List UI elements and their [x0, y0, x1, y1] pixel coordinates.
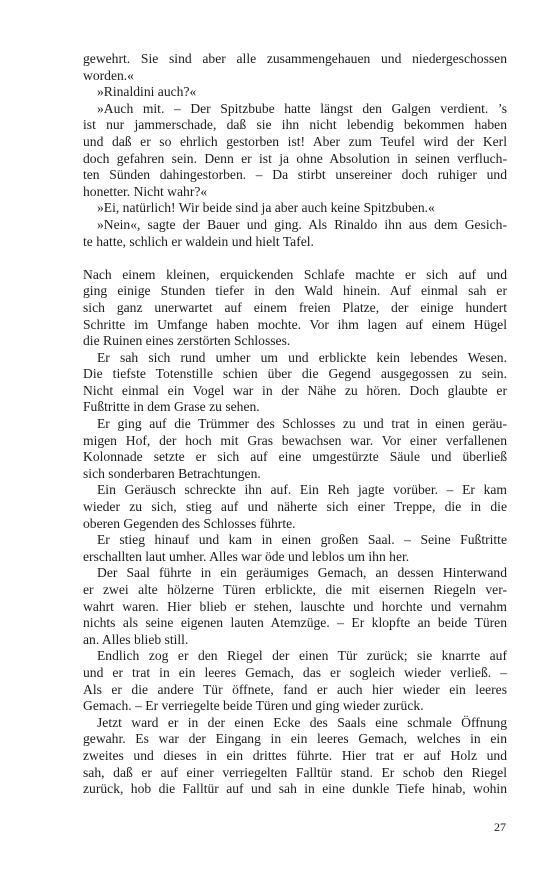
text-line: zweites und dieses in ein drittes führte. Hier trat er auf Holz und — [83, 747, 507, 763]
text-line: te hatte, schlich er waldein und hielt Tafel. — [83, 233, 314, 249]
text-line: zurück, hob die Falltür auf und sah in eine dunkle Tiefe hinab, wohin — [83, 781, 507, 797]
text-line: gewehrt. Sie sind aber alle zusammengehauen und niedergeschossen — [83, 51, 507, 66]
text-line: gewahr. Es war der Eingang in ein leeres Gemach, welches in ein — [83, 731, 507, 747]
text-line: sah, daß er auf einer verriegelten Falltür stand. Er schob den Riegel — [83, 764, 507, 780]
text-line: Die tiefste Totenstille schien über die Gegend ausgegossen zu sein. — [83, 366, 507, 382]
text-line: Nach einem kleinen, erquickenden Schlafe machte er sich auf und — [83, 266, 507, 282]
text-line: Kolonnade setzte er sich auf eine umgestürzte Säule und überließ — [83, 449, 507, 465]
text-line: Der Saal führte in ein geräumiges Gemach, an dessen Hinterwand — [97, 565, 507, 581]
text-line: Als er die andere Tür öffnete, fand er auch hier wieder ein leeres — [83, 681, 507, 697]
text-line: »Nein«, sagte der Bauer und ging. Als Rinaldo ihn aus dem Gesich- — [97, 216, 507, 232]
text-line: ist nur jammerschade, daß sie ihn nicht lebendig bekommen haben — [83, 117, 507, 133]
text-line: oberen Gegenden des Schlosses führte. — [83, 515, 296, 531]
text-line: Er stieg hinauf und kam in einen großen Saal. – Seine Fußtritte — [97, 532, 507, 548]
text-line: Er ging auf die Trümmer des Schlosses zu und trat in einen geräu- — [97, 416, 507, 432]
text-line: Fußtritte in dem Grase zu sehen. — [83, 399, 260, 415]
text-line: die Ruinen eines zerstörten Schlosses. — [83, 333, 291, 349]
text-line: und daß er so ehrlich gestorben ist! Aber zum Teufel wird der Kerl — [83, 133, 507, 149]
text-line: Jetzt ward er in der einen Ecke des Saals eine schmale Öffnung — [97, 714, 507, 730]
text-line: sich ganz unerwartet auf einem freien Platze, der einige hundert — [83, 299, 507, 315]
page-number: 27 — [494, 820, 506, 834]
text-line: er zwei alte hölzerne Türen erblickte, die mit eisernen Riegeln ver- — [83, 582, 507, 597]
text-line: honetter. Nicht wahr?« — [83, 183, 208, 199]
text-line: Ein Geräusch schreckte ihn auf. Ein Reh jagte vorüber. – Er kam — [97, 482, 507, 498]
text-line: erschallten laut umher. Alles war öde und leblos um ihn her. — [83, 548, 410, 564]
text-line: »Auch mit. – Der Spitzbube hatte längst den Galgen verdient. ’s — [97, 100, 507, 116]
text-line: migen Hof, der hoch mit Gras bewachsen war. Vor einer verfallenen — [83, 432, 507, 448]
text-line: Nicht einmal ein Vogel war in der Nähe zu hören. Doch glaubte er — [83, 382, 507, 398]
text-line: Endlich zog er den Riegel der einen Tür zurück; sie knarrte auf — [97, 648, 507, 664]
text-line: ten Sünden dahingestorben. – Da stirbt unsereiner doch ruhiger und — [83, 167, 507, 183]
text-line: nichts als seine eigenen lauten Atemzüge. – Er klopfte an beide Türen — [83, 615, 507, 631]
text-line: wieder zu sich, stieg auf und näherte sich einer Treppe, die in die — [83, 499, 507, 515]
text-line: Gemach. – Er verriegelte beide Türen und ging wieder zurück. — [83, 698, 424, 714]
text-line: »Rinaldini auch?« — [97, 84, 197, 100]
text-line: wahrt waren. Hier blieb er stehen, lauschte und horchte und vernahm — [83, 598, 507, 614]
text-line: und er trat in ein leeres Gemach, das er sogleich wieder verließ. – — [83, 664, 507, 680]
text-line: Er sah sich rund umher um und erblickte kein lebendes Wesen. — [97, 349, 507, 365]
section-break — [83, 250, 507, 267]
text-line: sich sonderbaren Betrachtungen. — [83, 465, 261, 481]
text-line: »Ei, natürlich! Wir beide sind ja aber auch keine Spitzbuben.« — [97, 200, 435, 216]
text-line: Schritte im Umfange haben mochte. Vor ihm lagen auf einem Hügel — [83, 316, 507, 332]
text-line: ging einige Stunden tiefer in den Wald hinein. Auf einmal sah er — [83, 283, 507, 299]
book-page-text — [83, 51, 507, 798]
text-line: an. Alles blieb still. — [83, 631, 189, 647]
text-line: doch gefahren sein. Denn er ist ja ohne Absolution in seinen verfluch- — [83, 150, 507, 166]
text-line: worden.« — [83, 67, 134, 83]
